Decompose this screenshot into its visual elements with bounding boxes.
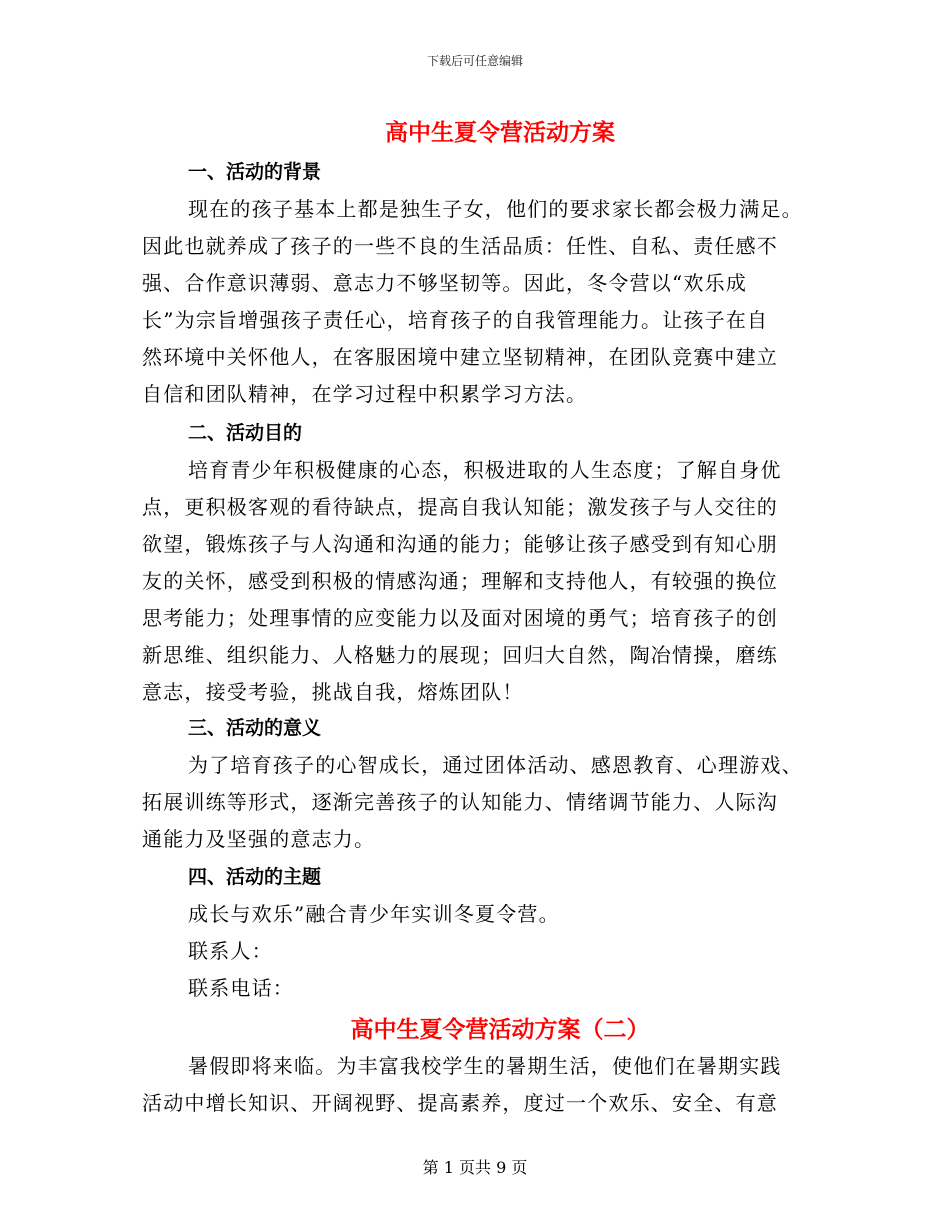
section-heading-theme: 四、活动的主题 (188, 866, 322, 888)
paragraph-line: 意志，接受考验，挑战自我，熔炼团队！ (142, 680, 524, 704)
section-heading-background: 一、活动的背景 (188, 161, 322, 183)
paragraph-line: 活动中增长知识、开阔视野、提高素养，度过一个欢乐、安全、有意 (142, 1091, 778, 1115)
paragraph-line: 欲望，锻炼孩子与人沟通和沟通的能力；能够让孩子感受到有知心朋 (142, 532, 778, 556)
page-header: 下载后可任意编辑 (426, 54, 523, 68)
paragraph-line: 自信和团队精神，在学习过程中积累学习方法。 (142, 382, 588, 406)
contact-person-label: 联系人： (188, 939, 273, 963)
paragraph-line: 点，更积极客观的看待缺点，提高自我认知能；激发孩子与人交往的 (142, 495, 778, 519)
document-title: 高中生夏令营活动方案 (385, 119, 615, 146)
paragraph-line: 友的关怀，感受到积极的情感沟通；理解和支持他人，有较强的换位 (142, 569, 778, 593)
paragraph-line: 然环境中关怀他人，在客服困境中建立坚韧精神，在团队竞赛中建立 (142, 345, 778, 369)
paragraph-line: 强、合作意识薄弱、意志力不够坚韧等。因此，冬令营以“欢乐成 (142, 271, 748, 295)
paragraph-line: 思考能力；处理事情的应变能力以及面对困境的勇气；培育孩子的创 (142, 606, 778, 630)
paragraph-line: 成长与欢乐”融合青少年实训冬夏令营。 (188, 902, 560, 926)
document-title-2: 高中生夏令营活动方案（二） (350, 1016, 650, 1043)
paragraph-line: 为了培育孩子的心智成长，通过团体活动、感恩教育、心理游戏、 (188, 753, 803, 777)
paragraph-line: 新思维、组织能力、人格魅力的展现；回归大自然，陶冶情操，磨练 (142, 643, 778, 667)
paragraph-line: 因此也就养成了孩子的一些不良的生活品质：任性、自私、责任感不 (142, 234, 778, 258)
paragraph-line: 通能力及坚强的意志力。 (142, 827, 376, 851)
section-heading-significance: 三、活动的意义 (188, 717, 322, 739)
contact-phone-label: 联系电话： (188, 976, 294, 1000)
page-footer: 第 1 页共 9 页 (422, 1158, 528, 1177)
paragraph-line: 培育青少年积极健康的心态，积极进取的人生态度；了解自身优 (188, 458, 782, 482)
paragraph-line: 暑假即将来临。为丰富我校学生的暑期生活，使他们在暑期实践 (188, 1054, 782, 1078)
section-heading-purpose: 二、活动目的 (188, 422, 303, 444)
paragraph-line: 长”为宗旨增强孩子责任心，培育孩子的自我管理能力。让孩子在自 (142, 308, 769, 332)
paragraph-line: 拓展训练等形式，逐渐完善孩子的认知能力、情绪调节能力、人际沟 (142, 790, 778, 814)
paragraph-line: 现在的孩子基本上都是独生子女，他们的要求家长都会极力满足。 (188, 197, 803, 221)
